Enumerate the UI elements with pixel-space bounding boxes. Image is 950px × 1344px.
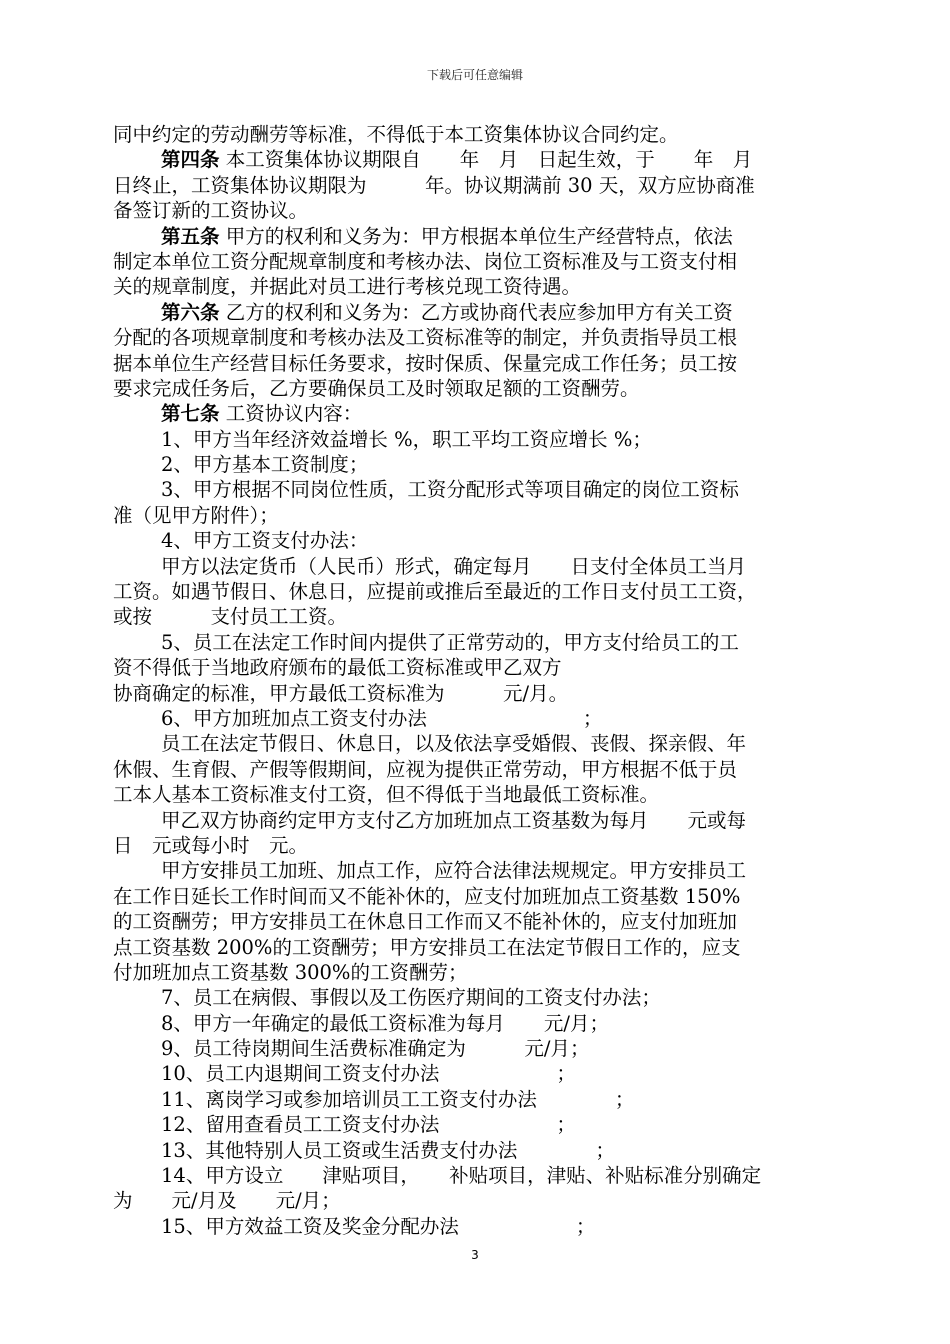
line-text: 关的规章制度，并据此对员工进行考核兑现工资待遇。 <box>113 275 582 299</box>
text-line <box>113 1011 843 1036</box>
line-text: 9、员工待岗期间生活费标准确定为 元/月； <box>161 1037 590 1061</box>
text-line <box>113 173 843 198</box>
line-text: 日 元或每小时 元。 <box>113 833 309 857</box>
text-line <box>113 351 843 376</box>
text-line <box>113 1036 843 1061</box>
line-text: 资不得低于当地政府颁布的最低工资标准或甲乙双方 <box>113 656 562 680</box>
text-line <box>113 249 843 274</box>
line-text: 休假、生育假、产假等假期间，应视为提供正常劳动，甲方根据不低于员 <box>113 757 738 781</box>
line-text: 2、甲方基本工资制度； <box>161 453 369 477</box>
text-line <box>113 325 843 350</box>
article-number: 第四条 <box>161 148 220 172</box>
text-line <box>113 122 843 147</box>
line-text: 员工在法定节假日、休息日，以及依法享受婚假、丧假、探亲假、年 <box>161 732 747 756</box>
text-line <box>113 1214 843 1239</box>
text-line <box>113 198 843 223</box>
text-line <box>113 1087 843 1112</box>
text-line <box>113 1188 843 1213</box>
text-line <box>113 884 843 909</box>
line-text: 据本单位生产经营目标任务要求，按时保质、保量完成工作任务；员工按 <box>113 351 738 375</box>
text-line <box>113 757 843 782</box>
line-text: 备签订新的工资协议。 <box>113 199 309 223</box>
line-text: 同中约定的劳动酬劳等标准，不得低于本工资集体协议合同约定。 <box>113 123 679 146</box>
text-line <box>113 858 843 883</box>
article-number: 第五条 <box>161 224 220 248</box>
text-line <box>113 782 843 807</box>
text-line <box>113 528 843 553</box>
article-number: 第七条 <box>161 402 220 426</box>
text-line <box>113 1138 843 1163</box>
line-text: 7、员工在病假、事假以及工伤医疗期间的工资支付办法； <box>161 986 661 1010</box>
line-text: 1、甲方当年经济效益增长 %，职工平均工资应增长 %； <box>161 427 652 451</box>
text-line <box>113 503 843 528</box>
line-text: 付加班加点工资基数 300%的工资酬劳； <box>113 960 468 984</box>
text-line <box>113 731 843 756</box>
line-text: 协商确定的标准，甲方最低工资标准为 元/月。 <box>113 681 569 705</box>
text-line <box>113 1163 843 1188</box>
text-line <box>113 452 843 477</box>
page-number: 3 <box>471 1248 479 1262</box>
text-line <box>113 300 843 325</box>
line-text: 要求完成任务后，乙方要确保员工及时领取足额的工资酬劳。 <box>113 376 640 400</box>
line-text: 在工作日延长工作时间而又不能补休的，应支付加班加点工资基数 150% <box>113 884 741 908</box>
line-text: 14、甲方设立 津贴项目， 补贴项目，津贴、补贴标准分别确定 <box>161 1164 762 1188</box>
line-text: 工资协议内容： <box>219 402 363 426</box>
line-text: 分配的各项规章制度和考核办法及工资标准等的制定，并负责指导员工根 <box>113 326 738 350</box>
text-line <box>113 224 843 249</box>
text-line <box>113 401 843 426</box>
text-line <box>113 427 843 452</box>
line-text: 工资。如遇节假日、休息日，应提前或推后至最近的工作日支付员工工资， <box>113 580 757 604</box>
line-text: 的工资酬劳；甲方安排员工在休息日工作而又不能补休的，应支付加班加 <box>113 910 738 934</box>
line-text: 乙方的权利和义务为：乙方或协商代表应参加甲方有关工资 <box>219 300 733 324</box>
line-text: 13、其他特别人员工资或生活费支付办法 ； <box>161 1138 615 1162</box>
text-line <box>113 1061 843 1086</box>
text-line <box>113 808 843 833</box>
line-text: 甲乙双方协商约定甲方支付乙方加班加点工资基数为每月 元或每 <box>161 808 747 832</box>
line-text: 6、甲方加班加点工资支付办法 ； <box>161 706 603 730</box>
line-text: 工本人基本工资标准支付工资，但不得低于当地最低工资标准。 <box>113 783 660 807</box>
line-text: 准（见甲方附件）； <box>113 503 279 527</box>
line-text: 甲方安排员工加班、加点工作，应符合法律法规规定。甲方安排员工 <box>161 859 747 883</box>
page-header: 下载后可任意编辑 <box>426 68 523 82</box>
line-text: 本工资集体协议期限自 年 月 日起生效，于 年 月 <box>219 148 753 172</box>
text-line <box>113 554 843 579</box>
text-line <box>113 706 843 731</box>
text-line <box>113 579 843 604</box>
article-number: 第六条 <box>161 300 220 324</box>
line-text: 日终止，工资集体协议期限为 年。协议期满前 30 天，双方应协商准 <box>113 173 755 197</box>
text-line <box>113 960 843 985</box>
line-text: 为 元/月及 元/月； <box>113 1189 341 1213</box>
line-text: 12、留用查看员工工资支付办法 ； <box>161 1113 576 1137</box>
text-line <box>113 604 843 629</box>
line-text: 8、甲方一年确定的最低工资标准为每月 元/月； <box>161 1011 609 1035</box>
text-line <box>113 681 843 706</box>
text-line <box>113 630 843 655</box>
line-text: 5、员工在法定工作时间内提供了正常劳动的，甲方支付给员工的工 <box>161 630 739 654</box>
text-line <box>113 655 843 680</box>
line-text: 点工资基数 200%的工资酬劳；甲方安排员工在法定节假日工作的，应支 <box>113 935 741 959</box>
text-line <box>113 147 843 172</box>
line-text: 制定本单位工资分配规章制度和考核办法、岗位工资标准及与工资支付相 <box>113 249 738 273</box>
line-text: 10、员工内退期间工资支付办法 ； <box>161 1062 576 1086</box>
text-line <box>113 985 843 1010</box>
text-line <box>113 909 843 934</box>
text-line <box>113 274 843 299</box>
line-text: 15、甲方效益工资及奖金分配办法 ； <box>161 1214 596 1238</box>
text-line <box>113 477 843 502</box>
line-text: 11、离岗学习或参加培训员工工资支付办法 ； <box>161 1087 635 1111</box>
line-text: 4、甲方工资支付办法： <box>161 529 369 553</box>
text-line <box>113 935 843 960</box>
line-text: 或按 支付员工工资。 <box>113 605 348 629</box>
document-body <box>113 122 843 1239</box>
line-text: 甲方的权利和义务为：甲方根据本单位生产经营特点，依法 <box>219 224 733 248</box>
text-line <box>113 1112 843 1137</box>
line-text: 甲方以法定货币（人民币）形式，确定每月 日支付全体员工当月 <box>161 554 747 578</box>
line-text: 3、甲方根据不同岗位性质，工资分配形式等项目确定的岗位工资标 <box>161 478 739 502</box>
text-line <box>113 833 843 858</box>
text-line <box>113 376 843 401</box>
